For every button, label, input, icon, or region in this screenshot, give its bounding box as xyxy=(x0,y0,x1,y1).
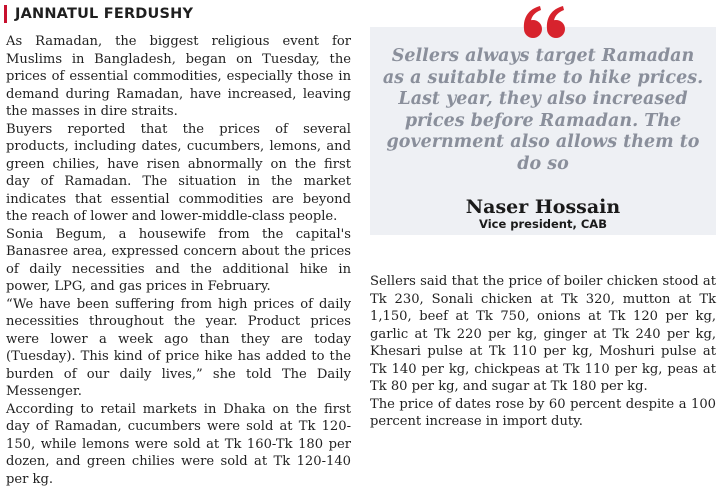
paragraph-intro: As Ramadan, the biggest religious event for Muslims in Bangladesh, began on Tuesday, the prices of essential commodities, especially those in demand during Ramadan, have increased, leaving the masses in dire straits. xyxy=(6,33,351,121)
paragraph-buyers: Buyers reported that the prices of several products, including dates, cucumbers, lemons, and green chilies, have risen abnormally on the first day of Ramadan. The situation in the market indicates that essential commodities are beyond the reach of lower and lower-middle-class people. xyxy=(6,121,351,226)
pull-quote-text: Sellers always target Ramadan as a suitable time to hike prices. Last year, they also increased prices before Ramadan. The government also allows them to do so xyxy=(380,46,706,175)
author-byline: JANNATUL FERDUSHY xyxy=(15,5,193,23)
byline-accent-bar xyxy=(4,5,7,23)
article-left-column xyxy=(6,33,351,488)
paragraph-sonia-begum: Sonia Begum, a housewife from the capital's Banasree area, expressed concern about the prices of daily necessities and the additional hike in power, LPG, and gas prices in February. xyxy=(6,226,351,296)
paragraph-meat-prices: Sellers said that the price of boiler chicken stood at Tk 230, Sonali chicken at Tk 320, mutton at Tk 1,150, beef at Tk 750, onions at Tk 120 per kg, garlic at Tk 220 per kg, ginger at Tk 240 per kg, Khesari pulse at Tk 110 per kg, Moshuri pulse at Tk 140 per kg, chickpeas at Tk 110 per kg, peas at Tk 80 per kg, and sugar at Tk 180 per kg. xyxy=(370,273,716,396)
paragraph-retail-prices: According to retail markets in Dhaka on the first day of Ramadan, cucumbers were sold at Tk 120-150, while lemons were sold at Tk 160-Tk 180 per dozen, and green chilies were sold at Tk 120-140 per kg. xyxy=(6,401,351,488)
quote-marks-icon xyxy=(514,4,574,40)
paragraph-dates-price: The price of dates rose by 60 percent despite a 100 percent increase in import duty. xyxy=(370,396,716,431)
paragraph-quote: “We have been suffering from high prices of daily necessities throughout the year. Product prices were lower a week ago than they are today (Tuesday). This kind of price hike has added to the burden of our daily lives,” she told The Daily Messenger. xyxy=(6,296,351,401)
quote-attribution-name: Naser Hossain xyxy=(370,196,716,218)
quote-attribution-title: Vice president, CAB xyxy=(370,217,716,231)
